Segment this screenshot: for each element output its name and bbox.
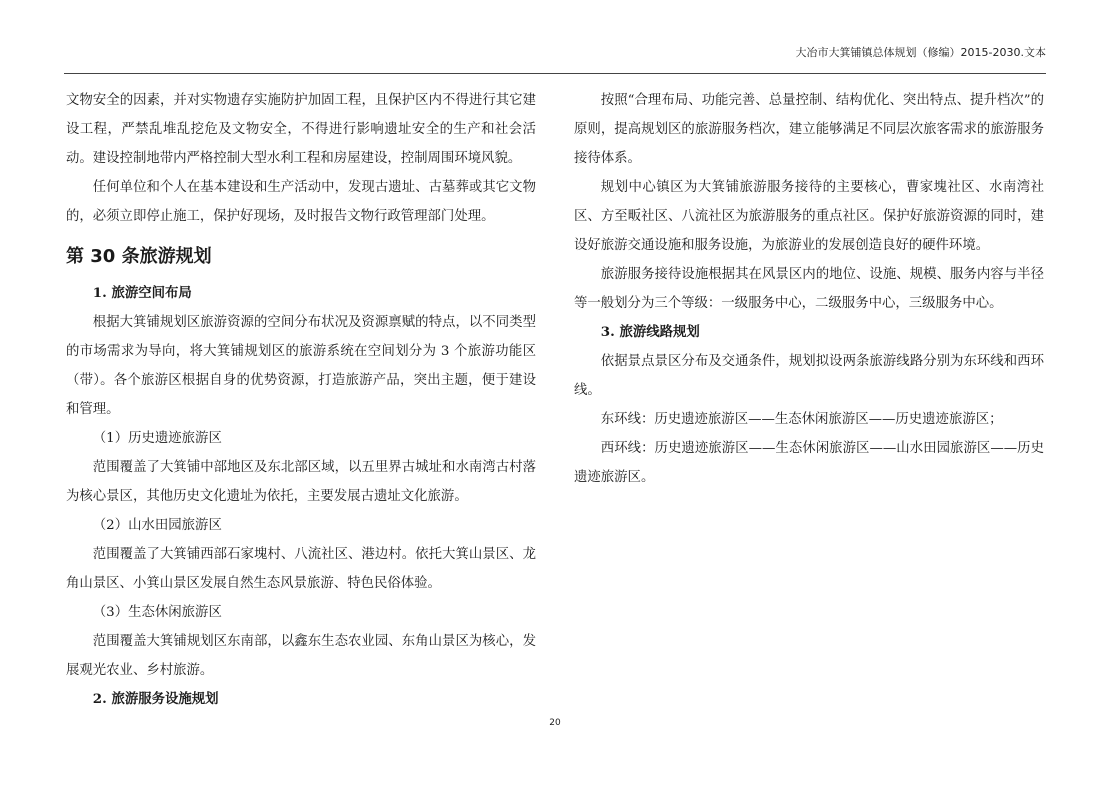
paragraph: 按照“合理布局、功能完善、总量控制、结构优化、突出特点、提升档次”的原则，提高规划区的旅游服务档次，建立能够满足不同层次旅客需求的旅游服务接待体系。 [574, 93, 1044, 166]
subheading-service-facilities: 2. 旅游服务设施规划 [92, 691, 219, 707]
document-header-title: 大冶市大箕铺镇总体规划（修编）2015-2030.文本 [795, 46, 1046, 59]
subitem-historic-zone: （1）历史遗迹旅游区 [92, 431, 222, 446]
left-column [66, 86, 536, 714]
subheading-tour-routes: 3. 旅游线路规划 [600, 324, 700, 340]
paragraph: 规划中心镇区为大箕铺旅游服务接待的主要核心，曹家塊社区、水南湾社区、方至畈社区、八流社区为旅游服务的重点社区。保护好旅游资源的同时，建设好旅游交通设施和服务设施，为旅游业的发展创造良好的硬件环境。 [574, 180, 1044, 253]
paragraph: 旅游服务接待设施根据其在风景区内的地位、设施、规模、服务内容与半径等一般划分为三个等级：一级服务中心，二级服务中心，三级服务中心。 [574, 267, 1044, 311]
paragraph: 根据大箕铺规划区旅游资源的空间分布状况及资源禀赋的特点，以不同类型的市场需求为导向，将大箕铺规划区的旅游系统在空间划分为 3 个旅游功能区（带）。各个旅游区根据自身的优势资源，打造旅游产品，突出主题，便于建设和管理。 [66, 315, 536, 417]
page-number: 20 [549, 718, 561, 728]
paragraph: 范围覆盖了大箕铺西部石家塊村、八流社区、港边村。依托大箕山景区、龙角山景区、小箕山景区发展自然生态风景旅游、特色民俗体验。 [66, 547, 536, 591]
header-divider [64, 73, 1046, 74]
route-west: 西环线：历史遗迹旅游区——生态休闲旅游区——山水田园旅游区——历史遗迹旅游区。 [574, 441, 1044, 485]
route-east: 东环线：历史遗迹旅游区——生态休闲旅游区——历史遗迹旅游区； [600, 412, 1003, 427]
subitem-landscape-zone: （2）山水田园旅游区 [92, 518, 222, 533]
section-title: 第 30 条旅游规划 [66, 246, 212, 267]
subitem-eco-leisure-zone: （3）生态休闲旅游区 [92, 605, 222, 620]
right-column [574, 86, 1044, 492]
paragraph: 文物安全的因素，并对实物遗存实施防护加固工程，且保护区内不得进行其它建设工程，严禁乱堆乱挖危及文物安全，不得进行影响遗址安全的生产和社会活动。建设控制地带内严格控制大型水利工程和房屋建设，控制周围环境风貌。 [66, 93, 536, 166]
paragraph: 范围覆盖了大箕铺中部地区及东北部区域，以五里界古城址和水南湾古村落为核心景区，其他历史文化遗址为依托，主要发展古遗址文化旅游。 [66, 460, 536, 504]
subheading-spatial-layout: 1. 旅游空间布局 [92, 285, 192, 301]
paragraph: 任何单位和个人在基本建设和生产活动中，发现古遗址、古墓葬或其它文物的，必须立即停止施工，保护好现场，及时报告文物行政管理部门处理。 [66, 180, 536, 224]
paragraph: 范围覆盖大箕铺规划区东南部，以鑫东生态农业园、东角山景区为核心，发展观光农业、乡村旅游。 [66, 634, 536, 678]
paragraph: 依据景点景区分布及交通条件，规划拟设两条旅游线路分别为东环线和西环线。 [574, 354, 1044, 398]
